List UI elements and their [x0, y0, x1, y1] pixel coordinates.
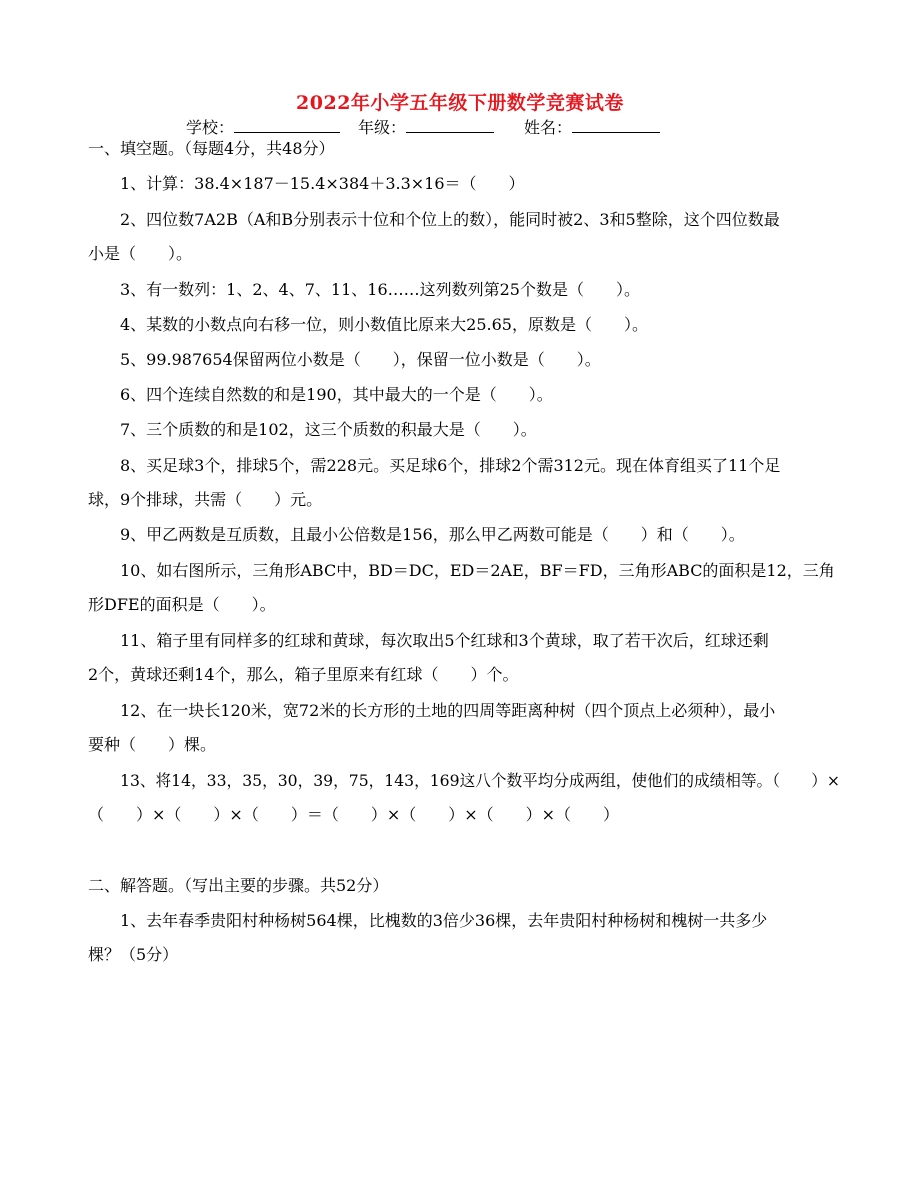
grade-label: 年级： — [358, 118, 407, 137]
student-info-line — [186, 115, 660, 138]
question-2-line1: 2、四位数7A2B（A和B分别表示十位和个位上的数），能同时被2、3和5整除，这个四位数最 — [120, 210, 780, 229]
question-13-line2: （ ）×（ ）×（ ）＝（ ）×（ ）×（ ）×（ ） — [88, 805, 620, 824]
question-2-line2: 小是（ ）。 — [88, 244, 193, 263]
question-8-line2: 球，9个排球，共需（ ）元。 — [88, 490, 323, 509]
question-11-line1: 11、箱子里有同样多的红球和黄球，每次取出5个红球和3个黄球，取了若干次后，红球还剩 — [120, 631, 769, 650]
question-12-line1: 12、在一块长120米，宽72米的长方形的土地的四周等距离种树（四个顶点上必须种），最小 — [120, 701, 776, 720]
question-9: 9、甲乙两数是互质数，且最小公倍数是156，那么甲乙两数可能是（ ）和（ ）。 — [120, 525, 745, 544]
grade-blank[interactable] — [406, 118, 494, 133]
question-3: 3、有一数列：1、2、4、7、11、16……这列数列第25个数是（ ）。 — [120, 280, 640, 299]
question-1: 1、计算：38.4×187－15.4×384＋3.3×16＝（ ） — [120, 174, 525, 193]
name-label: 姓名： — [524, 118, 573, 137]
section1-heading: 一、填空题。（每题4分，共48分） — [88, 139, 335, 158]
question-12-line2: 要种（ ）棵。 — [88, 735, 217, 754]
school-blank[interactable] — [234, 118, 340, 133]
school-label: 学校： — [186, 118, 235, 137]
section2-heading: 二、解答题。（写出主要的步骤。共52分） — [88, 876, 389, 895]
answer-question-1-line1: 1、去年春季贵阳村种杨树564棵，比槐数的3倍少36棵，去年贵阳村种杨树和槐树一共多少 — [120, 911, 768, 930]
exam-title: 2022年小学五年级下册数学竞赛试卷 — [296, 92, 624, 114]
question-11-line2: 2个，黄球还剩14个，那么，箱子里原来有红球（ ）个。 — [88, 665, 519, 684]
question-6: 6、四个连续自然数的和是190，其中最大的一个是（ ）。 — [120, 385, 553, 404]
question-10-line1: 10、如右图所示，三角形ABC中，BD＝DC，ED＝2AE，BF＝FD，三角形ABC的面积是12，三角 — [120, 561, 835, 580]
name-blank[interactable] — [572, 118, 660, 133]
question-13-line1: 13、将14，33，35，30，39，75，143，169这八个数平均分成两组，使他们的成绩相等。（ ）× — [120, 771, 840, 790]
question-4: 4、某数的小数点向右移一位，则小数值比原来大25.65，原数是（ ）。 — [120, 315, 648, 334]
question-10-line2: 形DFE的面积是（ ）。 — [88, 595, 276, 614]
question-7: 7、三个质数的和是102，这三个质数的积最大是（ ）。 — [120, 420, 537, 439]
question-5: 5、99.987654保留两位小数是（ ），保留一位小数是（ ）。 — [120, 350, 601, 369]
question-8-line1: 8、买足球3个，排球5个，需228元。买足球6个，排球2个需312元。现在体育组买了11个足 — [120, 456, 781, 475]
answer-question-1-line2: 棵？（5分） — [88, 945, 179, 964]
